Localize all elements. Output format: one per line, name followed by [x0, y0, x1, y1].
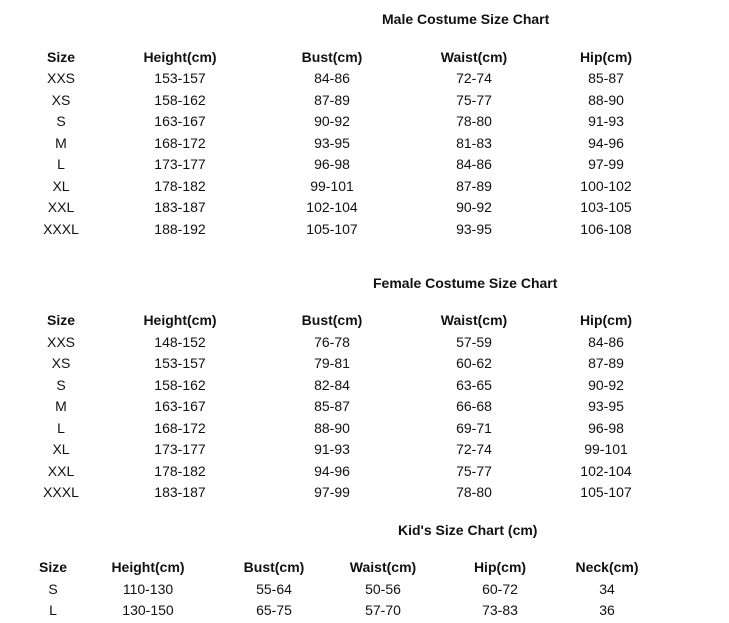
table-cell-hip: 97-99: [588, 156, 624, 172]
table-cell-hip: 100-102: [580, 178, 632, 194]
table-cell-bust: 76-78: [314, 334, 350, 350]
table-cell-height: 158-162: [154, 92, 206, 108]
table-cell-bust: 82-84: [314, 377, 350, 393]
table-cell-hip: 99-101: [584, 441, 628, 457]
table-cell-waist: 93-95: [456, 221, 492, 237]
table-cell-bust: 65-75: [256, 602, 292, 618]
table-cell-height: 153-157: [154, 355, 206, 371]
table-cell-height: 183-187: [154, 484, 206, 500]
column-header-hip: Hip(cm): [579, 312, 633, 328]
table-cell-neck: 34: [599, 581, 615, 597]
table-cell-size: XXXL: [43, 484, 79, 500]
table-cell-size: XS: [51, 355, 71, 371]
table-cell-neck: 36: [599, 602, 615, 618]
table-cell-waist: 57-70: [365, 602, 401, 618]
table-cell-height: 168-172: [154, 420, 206, 436]
table-cell-waist: 78-80: [456, 484, 492, 500]
table-cell-height: 158-162: [154, 377, 206, 393]
table-cell-bust: 97-99: [314, 484, 350, 500]
male-chart-title: Male Costume Size Chart: [382, 11, 550, 27]
table-cell-waist: 57-59: [456, 334, 492, 350]
table-cell-size: XL: [52, 178, 70, 194]
table-cell-bust: 105-107: [306, 221, 358, 237]
table-cell-bust: 90-92: [314, 113, 350, 129]
table-cell-waist: 84-86: [456, 156, 492, 172]
table-cell-waist: 90-92: [456, 199, 492, 215]
table-cell-size: L: [57, 420, 65, 436]
column-header-size: Size: [46, 49, 76, 65]
table-cell-size: XXS: [46, 334, 76, 350]
table-cell-size: S: [56, 377, 66, 393]
table-cell-size: XXL: [47, 199, 75, 215]
table-cell-height: 148-152: [154, 334, 206, 350]
table-cell-hip: 96-98: [588, 420, 624, 436]
table-cell-waist: 72-74: [456, 441, 492, 457]
column-header-bust: Bust(cm): [301, 49, 363, 65]
table-cell-size: L: [49, 602, 57, 618]
column-header-size: Size: [46, 312, 76, 328]
table-cell-hip: 93-95: [588, 398, 624, 414]
table-cell-bust: 88-90: [314, 420, 350, 436]
table-cell-size: L: [57, 156, 65, 172]
table-cell-height: 163-167: [154, 398, 206, 414]
table-cell-waist: 69-71: [456, 420, 492, 436]
table-cell-height: 153-157: [154, 70, 206, 86]
table-cell-size: XS: [51, 92, 71, 108]
table-cell-waist: 63-65: [456, 377, 492, 393]
table-cell-height: 173-177: [154, 441, 206, 457]
table-cell-bust: 91-93: [314, 441, 350, 457]
column-header-size: Size: [38, 559, 68, 575]
female-chart-title: Female Costume Size Chart: [373, 275, 558, 291]
table-cell-bust: 84-86: [314, 70, 350, 86]
table-cell-size: XXL: [47, 463, 75, 479]
table-cell-height: 168-172: [154, 135, 206, 151]
table-cell-waist: 87-89: [456, 178, 492, 194]
table-cell-height: 188-192: [154, 221, 206, 237]
table-cell-hip: 102-104: [580, 463, 632, 479]
table-cell-bust: 87-89: [314, 92, 350, 108]
table-cell-hip: 88-90: [588, 92, 624, 108]
table-cell-size: S: [48, 581, 58, 597]
table-cell-hip: 60-72: [482, 581, 518, 597]
column-header-bust: Bust(cm): [243, 559, 305, 575]
table-cell-size: M: [55, 135, 67, 151]
table-cell-hip: 106-108: [580, 221, 632, 237]
column-header-bust: Bust(cm): [301, 312, 363, 328]
table-cell-size: XXXL: [43, 221, 79, 237]
table-cell-hip: 105-107: [580, 484, 632, 500]
table-cell-waist: 50-56: [365, 581, 401, 597]
table-cell-height: 130-150: [122, 602, 174, 618]
column-header-waist: Waist(cm): [440, 312, 508, 328]
table-cell-bust: 99-101: [310, 178, 354, 194]
table-cell-waist: 72-74: [456, 70, 492, 86]
table-cell-bust: 94-96: [314, 463, 350, 479]
table-cell-height: 183-187: [154, 199, 206, 215]
table-cell-bust: 102-104: [306, 199, 358, 215]
table-cell-bust: 85-87: [314, 398, 350, 414]
table-cell-size: S: [56, 113, 66, 129]
table-cell-waist: 75-77: [456, 92, 492, 108]
column-header-neck: Neck(cm): [575, 559, 639, 575]
table-cell-height: 178-182: [154, 178, 206, 194]
kids-chart-title: Kid's Size Chart (cm): [398, 522, 538, 538]
column-header-hip: Hip(cm): [473, 559, 527, 575]
table-cell-waist: 75-77: [456, 463, 492, 479]
table-cell-bust: 96-98: [314, 156, 350, 172]
column-header-height: Height(cm): [143, 49, 217, 65]
table-cell-size: XXS: [46, 70, 76, 86]
table-cell-height: 173-177: [154, 156, 206, 172]
table-cell-bust: 79-81: [314, 355, 350, 371]
table-cell-size: M: [55, 398, 67, 414]
column-header-height: Height(cm): [111, 559, 185, 575]
table-cell-hip: 84-86: [588, 334, 624, 350]
column-header-height: Height(cm): [143, 312, 217, 328]
column-header-hip: Hip(cm): [579, 49, 633, 65]
table-cell-hip: 103-105: [580, 199, 632, 215]
table-cell-height: 178-182: [154, 463, 206, 479]
table-cell-waist: 81-83: [456, 135, 492, 151]
table-cell-hip: 91-93: [588, 113, 624, 129]
table-cell-waist: 60-62: [456, 355, 492, 371]
table-cell-hip: 90-92: [588, 377, 624, 393]
table-cell-waist: 66-68: [456, 398, 492, 414]
table-cell-waist: 78-80: [456, 113, 492, 129]
table-cell-size: XL: [52, 441, 70, 457]
column-header-waist: Waist(cm): [440, 49, 508, 65]
table-cell-bust: 93-95: [314, 135, 350, 151]
table-cell-hip: 87-89: [588, 355, 624, 371]
table-cell-hip: 94-96: [588, 135, 624, 151]
table-cell-hip: 73-83: [482, 602, 518, 618]
table-cell-bust: 55-64: [256, 581, 292, 597]
column-header-waist: Waist(cm): [349, 559, 417, 575]
table-cell-height: 110-130: [122, 581, 174, 597]
table-cell-height: 163-167: [154, 113, 206, 129]
table-cell-hip: 85-87: [588, 70, 624, 86]
